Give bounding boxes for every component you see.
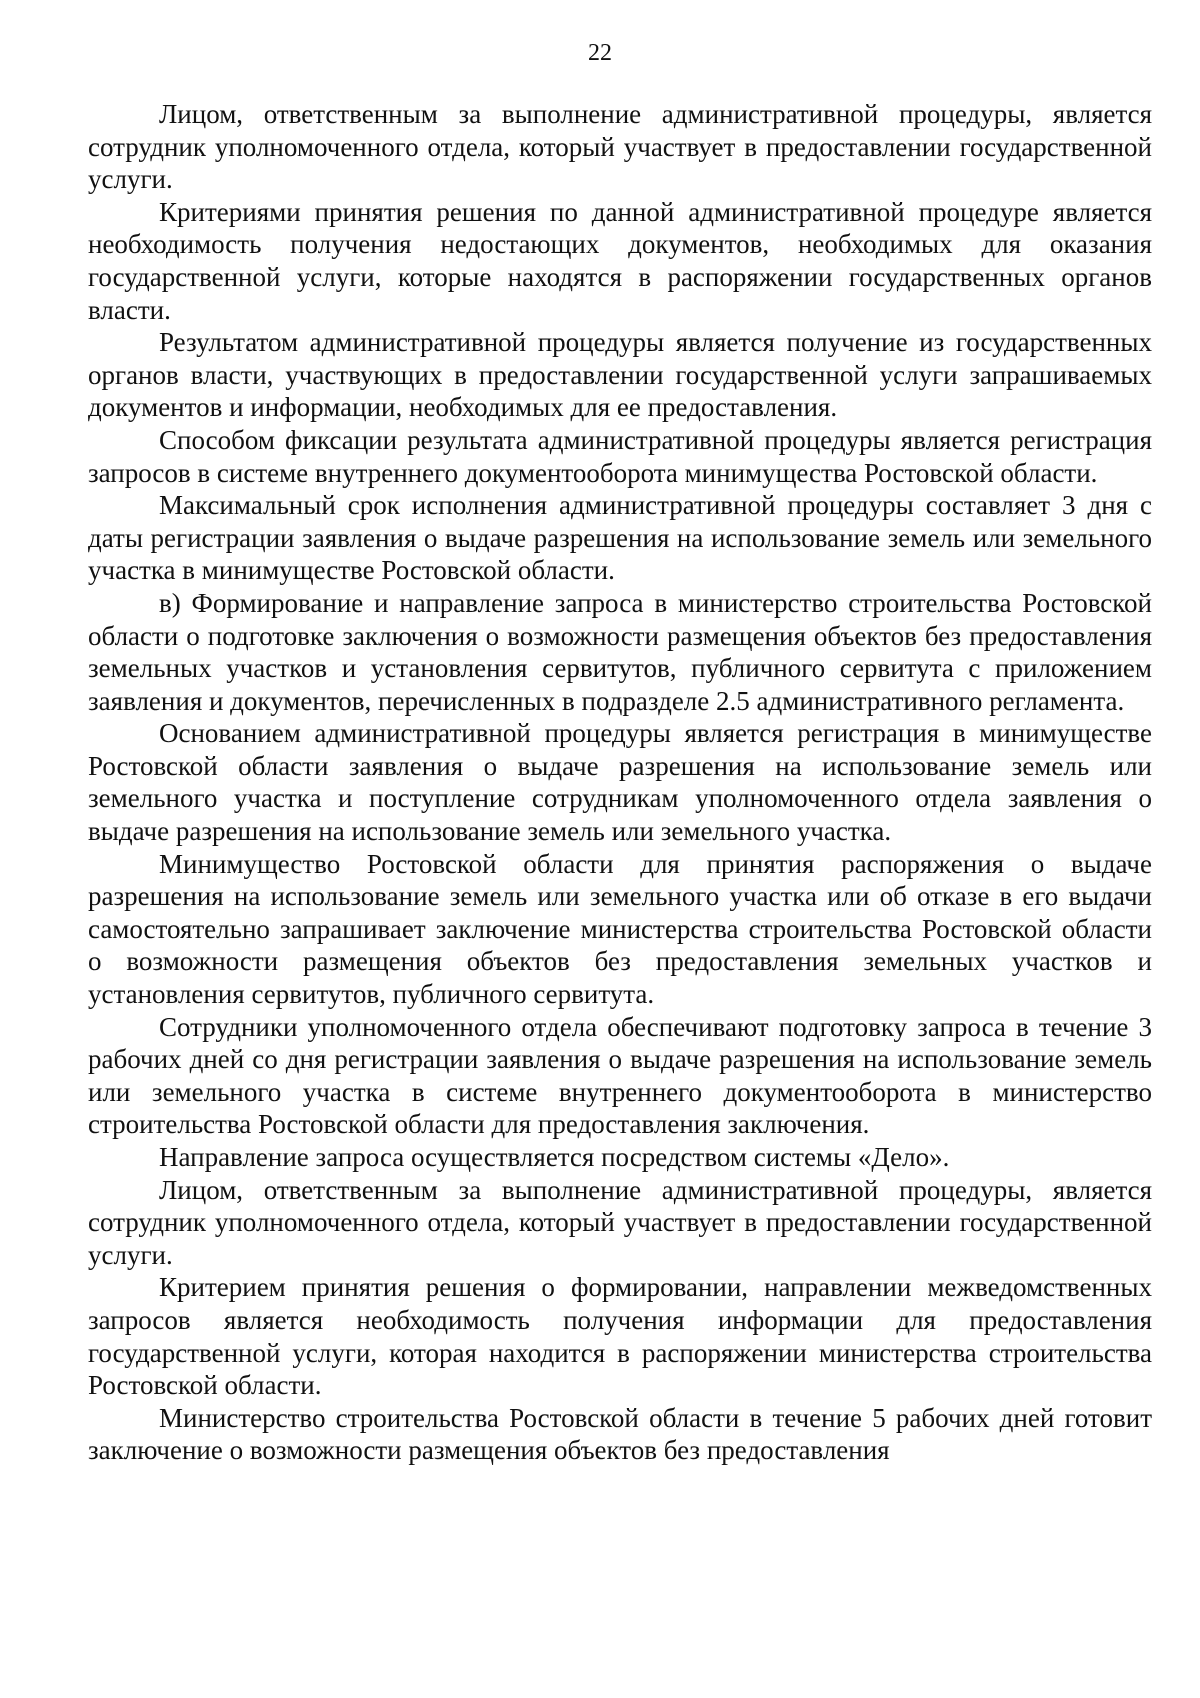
paragraph-responsible-person: Лицом, ответственным за выполнение административной процедуры, является сотрудник уполномоченного отдела, который участвует в предоставлении государственной услуги. xyxy=(88,99,1152,195)
paragraph-responsible-person-2: Лицом, ответственным за выполнение административной процедуры, является сотрудник уполномоченного отдела, который участвует в предоставлении государственной услуги. xyxy=(88,1174,1152,1270)
paragraph-result-fixation: Способом фиксации результата административной процедуры является регистрация запросов в системе внутреннего документооборота минимущества Ростовской области. xyxy=(88,424,1152,488)
paragraph-delo-system: Направление запроса осуществляется посредством системы «Дело». xyxy=(159,1142,950,1172)
paragraph-request-criteria: Критерием принятия решения о формировании, направлении межведомственных запросов является необходимость получения информации для предоставления государственной услуги, которая находится в распоряжении министерства строительства Ростовской области. xyxy=(88,1272,1152,1401)
paragraph-max-term: Максимальный срок исполнения административной процедуры составляет 3 дня с даты регистрации заявления о выдаче разрешения на использование земель или земельного участка в минимуществе Ростовской области. xyxy=(88,490,1152,586)
document-body xyxy=(88,98,1152,1467)
paragraph-request-preparation: Сотрудники уполномоченного отдела обеспечивают подготовку запроса в течение 3 рабочих дней со дня регистрации заявления о выдаче разрешения на использование земель или земельного участка в системе внутреннего документооборота в министерство строительства Ростовской области для предоставления заключения. xyxy=(88,1011,1152,1140)
paragraph-procedure-result: Результатом административной процедуры является получение из государственных органов власти, участвующих в предоставлении государственной услуги запрашиваемых документов и информации, необходимых для ее предоставления. xyxy=(88,327,1152,423)
paragraph-conclusion-term: Министерство строительства Ростовской области в течение 5 рабочих дней готовит заключение о возможности размещения объектов без предоставления xyxy=(88,1402,1152,1466)
page-number: 22 xyxy=(588,40,612,66)
paragraph-procedure-basis: Основанием административной процедуры является регистрация в минимуществе Ростовской области заявления о выдаче разрешения на использование земель или земельного участка и поступление сотрудникам уполномоченного отдела заявления о выдаче разрешения на использование земель или земельного участка. xyxy=(88,718,1152,847)
paragraph-ministry-request: Минимущество Ростовской области для принятия распоряжения о выдаче разрешения на использование земель или земельного участка или об отказе в его выдачи самостоятельно запрашивает заключение министерства строительства Ростовской области о возможности размещения объектов без предоставления земельных участков и установления сервитутов, публичного сервитута. xyxy=(88,848,1152,1010)
paragraph-item-v-request: в) Формирование и направление запроса в министерство строительства Ростовской области о подготовке заключения о возможности размещения объектов без предоставления земельных участков и установления сервитутов, публичного сервитута с приложением заявления и документов, перечисленных в подразделе 2.5 административного регламента. xyxy=(88,587,1152,716)
paragraph-decision-criteria: Критериями принятия решения по данной административной процедуре является необходимость получения недостающих документов, необходимых для оказания государственной услуги, которые находятся в распоряжении государственных органов власти. xyxy=(88,196,1152,325)
